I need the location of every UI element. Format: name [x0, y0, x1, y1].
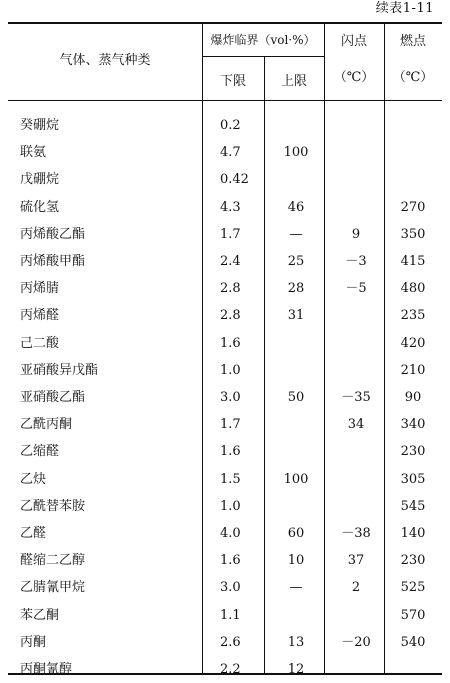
upper-limit-cell — [264, 167, 328, 193]
ignition-point-cell: 210 — [400, 362, 426, 378]
header-flash-unit: （℃） — [333, 70, 375, 85]
lower-limit-cell: 0.42 — [220, 172, 249, 188]
lower-limit-cell: 2.4 — [220, 254, 241, 269]
table-row — [8, 494, 442, 520]
gas-name-cell: 乙炔 — [20, 471, 47, 487]
data-table — [8, 22, 442, 675]
header-gas-type: 气体、蒸气种类 — [59, 53, 151, 68]
gas-name-cell: 乙醛 — [20, 526, 47, 541]
gas-name-cell: 亚硝酸异戊酯 — [20, 362, 99, 378]
ignition-point-cell — [384, 657, 442, 683]
ignition-point-cell: 540 — [400, 634, 426, 650]
header-lower-limit: 下限 — [219, 74, 246, 89]
upper-limit-cell: 100 — [283, 471, 309, 487]
flash-point-cell — [326, 467, 386, 493]
lower-limit-cell: 3.0 — [220, 580, 241, 596]
flash-point-cell: －20 — [341, 634, 371, 650]
table-top-rule — [8, 22, 442, 24]
lower-limit-cell: 1.5 — [220, 471, 241, 487]
ignition-point-cell: 480 — [400, 281, 426, 297]
gas-name-cell: 硫化氢 — [20, 199, 60, 215]
ignition-point-cell: 235 — [400, 308, 426, 324]
header-flash-point: 闪点 — [340, 34, 367, 49]
flash-point-cell — [326, 494, 386, 520]
upper-limit-cell: 100 — [283, 145, 309, 161]
upper-limit-cell: 25 — [287, 254, 305, 269]
lower-limit-cell: 1.1 — [220, 607, 241, 623]
flash-point-cell: 34 — [347, 417, 365, 433]
ignition-point-cell: 570 — [400, 607, 426, 623]
subheader-rule — [202, 56, 324, 57]
gas-name-cell: 亚硝酸乙酯 — [20, 390, 86, 405]
flash-point-cell: 9 — [351, 226, 361, 242]
ignition-point-cell: 545 — [400, 498, 426, 514]
ignition-point-cell: 140 — [400, 526, 426, 541]
table-row — [8, 222, 442, 248]
table-row — [8, 358, 442, 384]
gas-name-cell: 丙酮 — [20, 634, 47, 650]
table-row — [8, 167, 442, 193]
flash-point-cell — [326, 603, 386, 629]
gas-name-cell: 癸硼烷 — [20, 118, 60, 133]
ignition-point-cell: 230 — [400, 553, 426, 569]
flash-point-cell: －38 — [341, 526, 371, 541]
ignition-point-cell: 420 — [400, 335, 426, 351]
upper-limit-cell — [264, 331, 328, 357]
table-row — [8, 113, 442, 139]
flash-point-cell — [326, 140, 386, 166]
gas-name-cell: 戊硼烷 — [20, 172, 60, 188]
ignition-point-cell: 230 — [400, 444, 426, 460]
ignition-point-cell: 415 — [400, 254, 426, 269]
ignition-point-cell — [384, 140, 442, 166]
upper-limit-cell — [264, 358, 328, 384]
gas-name-cell: 乙腈氰甲烷 — [20, 580, 86, 596]
upper-limit-cell: — — [289, 226, 303, 242]
lower-limit-cell: 2.2 — [220, 662, 241, 677]
flash-point-cell — [326, 439, 386, 465]
table-row — [8, 303, 442, 329]
lower-limit-cell: 1.0 — [220, 362, 241, 378]
upper-limit-cell — [264, 113, 328, 139]
upper-limit-cell — [264, 439, 328, 465]
table-row — [8, 439, 442, 465]
table-row — [8, 140, 442, 166]
upper-limit-cell — [264, 412, 328, 438]
gas-name-cell: 丙烯腈 — [20, 281, 60, 297]
gas-name-cell: 联氨 — [20, 145, 47, 161]
table-row — [8, 276, 442, 302]
flash-point-cell: 2 — [351, 580, 361, 596]
lower-limit-cell: 2.6 — [220, 634, 241, 650]
lower-limit-cell: 1.6 — [220, 335, 241, 351]
lower-limit-cell: 1.6 — [220, 553, 241, 569]
upper-limit-cell: 12 — [287, 662, 305, 677]
lower-limit-cell: 3.0 — [220, 390, 241, 405]
table-row — [8, 657, 442, 683]
flash-point-cell: －3 — [345, 254, 367, 269]
gas-name-cell: 丙烯酸乙酯 — [20, 226, 86, 242]
gas-name-cell: 乙缩醛 — [20, 444, 60, 460]
lower-limit-cell: 1.6 — [220, 444, 241, 460]
table-row — [8, 603, 442, 629]
upper-limit-cell: 50 — [287, 390, 305, 405]
table-row — [8, 331, 442, 357]
flash-point-cell — [326, 167, 386, 193]
ignition-point-cell: 350 — [400, 226, 426, 242]
ignition-point-cell: 525 — [400, 580, 426, 596]
table-row — [8, 467, 442, 493]
table-row — [8, 575, 442, 601]
ignition-point-cell: 270 — [400, 199, 426, 215]
continued-table-label: 续表1-11 — [375, 1, 434, 16]
upper-limit-cell: 28 — [287, 281, 305, 297]
flash-point-cell — [326, 303, 386, 329]
ignition-point-cell: 90 — [404, 390, 422, 405]
lower-limit-cell: 2.8 — [220, 308, 241, 324]
ignition-point-cell — [384, 113, 442, 139]
table-row — [8, 630, 442, 656]
flash-point-cell — [326, 657, 386, 683]
gas-name-cell: 醛缩二乙醇 — [20, 553, 86, 569]
flash-point-cell: 37 — [347, 553, 365, 569]
upper-limit-cell: 13 — [287, 634, 305, 650]
upper-limit-cell: — — [289, 580, 303, 596]
gas-name-cell: 丙酮氰醇 — [20, 662, 73, 677]
table-row — [8, 195, 442, 221]
upper-limit-cell: 46 — [287, 199, 305, 215]
header-upper-limit: 上限 — [280, 74, 307, 89]
lower-limit-cell: 4.7 — [220, 145, 241, 161]
gas-name-cell: 乙酰丙酮 — [20, 417, 73, 433]
ignition-point-cell: 340 — [400, 417, 426, 433]
lower-limit-cell: 4.0 — [220, 526, 241, 541]
flash-point-cell: －35 — [341, 390, 371, 405]
gas-name-cell: 苯乙酮 — [20, 607, 60, 623]
upper-limit-cell: 60 — [287, 526, 305, 541]
upper-limit-cell — [264, 494, 328, 520]
flash-point-cell — [326, 331, 386, 357]
ignition-point-cell: 305 — [400, 471, 426, 487]
header-bottom-rule — [8, 100, 442, 101]
lower-limit-cell: 4.3 — [220, 199, 241, 215]
flash-point-cell: －5 — [345, 281, 367, 297]
gas-name-cell: 丙烯酸甲酯 — [20, 254, 86, 269]
flash-point-cell — [326, 358, 386, 384]
header-ignition-point: 燃点 — [399, 34, 426, 49]
ignition-point-cell — [384, 167, 442, 193]
flash-point-cell — [326, 113, 386, 139]
flash-point-cell — [326, 195, 386, 221]
header-ignition-unit: （℃） — [392, 70, 434, 85]
upper-limit-cell: 10 — [287, 553, 305, 569]
upper-limit-cell — [264, 603, 328, 629]
lower-limit-cell: 2.8 — [220, 281, 241, 297]
table-row — [8, 385, 442, 411]
table-row — [8, 412, 442, 438]
table-row — [8, 548, 442, 574]
upper-limit-cell: 31 — [287, 308, 305, 324]
lower-limit-cell: 0.2 — [220, 118, 241, 133]
gas-name-cell: 丙烯醛 — [20, 308, 60, 324]
header-explosion-limit: 爆炸临界（vol·%） — [210, 33, 316, 47]
lower-limit-cell: 1.7 — [220, 417, 241, 433]
gas-name-cell: 己二酸 — [20, 335, 60, 351]
lower-limit-cell: 1.0 — [220, 498, 241, 514]
lower-limit-cell: 1.7 — [220, 226, 241, 242]
table-row — [8, 249, 442, 275]
gas-name-cell: 乙酰替苯胺 — [20, 498, 86, 514]
table-row — [8, 521, 442, 547]
